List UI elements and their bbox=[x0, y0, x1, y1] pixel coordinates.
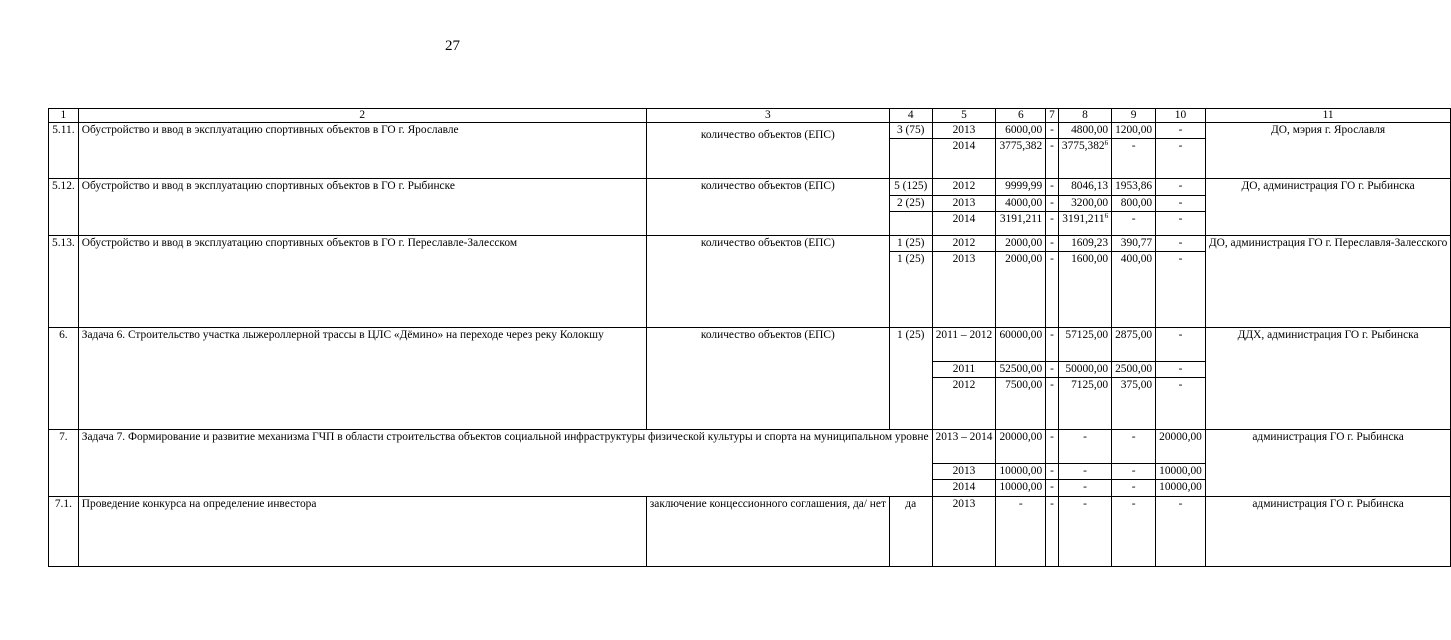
cell-value: - bbox=[1046, 464, 1059, 480]
total-amount: 2000,00 bbox=[996, 235, 1046, 251]
cell-value: - bbox=[1112, 480, 1156, 496]
cell-value: 390,77 bbox=[1112, 235, 1156, 251]
cell-value: - bbox=[1046, 362, 1059, 378]
empty-cell bbox=[889, 139, 932, 179]
cell-value: - bbox=[1156, 235, 1206, 251]
cell-value: - bbox=[1156, 123, 1206, 139]
measure-name: Задача 6. Строительство участка лыжероллерной трассы в ЦЛС «Дёмино» на переходе через реку Колокшу bbox=[78, 328, 646, 430]
year: 2013 – 2014 bbox=[932, 430, 996, 464]
year: 2013 bbox=[932, 252, 996, 328]
year: 2014 bbox=[932, 211, 996, 235]
cell-value: 50000,00 bbox=[1058, 362, 1111, 378]
executor: администрация ГО г. Рыбинска bbox=[1205, 496, 1450, 566]
cell-value: - bbox=[1156, 362, 1206, 378]
row-number: 7. bbox=[49, 430, 79, 496]
year: 2013 bbox=[932, 464, 996, 480]
year: 2013 bbox=[932, 496, 996, 566]
cell-value bbox=[1058, 139, 1111, 179]
total-amount: 7500,00 bbox=[996, 378, 1046, 430]
row-number: 7.1. bbox=[49, 496, 79, 566]
cell-value: - bbox=[1046, 195, 1059, 211]
cell-value: 800,00 bbox=[1112, 195, 1156, 211]
cell-value: - bbox=[1046, 496, 1059, 566]
cell-value: 1600,00 bbox=[1058, 252, 1111, 328]
total-amount: 6000,00 bbox=[996, 123, 1046, 139]
table-row bbox=[49, 123, 1451, 139]
cell-value: 1609,23 bbox=[1058, 235, 1111, 251]
cell-value: - bbox=[1046, 252, 1059, 328]
cell-value: - bbox=[1156, 252, 1206, 328]
year: 2012 bbox=[932, 235, 996, 251]
executor: администрация ГО г. Рыбинска bbox=[1205, 430, 1450, 496]
indicator: количество объектов (ЕПС) bbox=[646, 235, 889, 327]
row-number: 6. bbox=[49, 328, 79, 430]
indicator: заключение концессионного соглашения, да/ нет bbox=[646, 496, 889, 566]
cell-value: - bbox=[1112, 430, 1156, 464]
total-amount: 4000,00 bbox=[996, 195, 1046, 211]
target-value: 5 (125) bbox=[889, 179, 932, 195]
total-amount: 60000,00 bbox=[996, 328, 1046, 362]
total-amount: 10000,00 bbox=[996, 464, 1046, 480]
executor: ДО, администрация ГО г. Переславля-Залесского bbox=[1205, 235, 1450, 327]
cell-value: 2500,00 bbox=[1112, 362, 1156, 378]
cell-value: - bbox=[1046, 480, 1059, 496]
row-number: 5.11. bbox=[49, 123, 79, 179]
col-header: 3 bbox=[646, 109, 889, 123]
year: 2011 bbox=[932, 362, 996, 378]
total-amount: 52500,00 bbox=[996, 362, 1046, 378]
year: 2012 bbox=[932, 378, 996, 430]
header-row bbox=[49, 109, 1451, 123]
table-row bbox=[49, 179, 1451, 195]
total-amount: 10000,00 bbox=[996, 480, 1046, 496]
cell-value: 400,00 bbox=[1112, 252, 1156, 328]
program-table bbox=[48, 108, 1451, 567]
cell-value: - bbox=[1046, 328, 1059, 362]
cell-value: - bbox=[1046, 430, 1059, 464]
task-name: Задача 7. Формирование и развитие механизма ГЧП в области строительства объектов социальной инфраструктуры физической культуры и спорта на муниципальном уровне bbox=[78, 430, 932, 496]
amount-text: 3191,211 bbox=[1062, 212, 1105, 225]
executor: ДО, мэрия г. Ярославля bbox=[1205, 123, 1450, 179]
cell-value: - bbox=[1046, 211, 1059, 235]
year: 2013 bbox=[932, 195, 996, 211]
total-amount: 3775,382 bbox=[996, 139, 1046, 179]
col-header: 1 bbox=[49, 109, 79, 123]
cell-value: 3200,00 bbox=[1058, 195, 1111, 211]
year: 2014 bbox=[932, 139, 996, 179]
col-header: 4 bbox=[889, 109, 932, 123]
cell-value: 8046,13 bbox=[1058, 179, 1111, 195]
cell-value: - bbox=[1046, 123, 1059, 139]
table-row bbox=[49, 328, 1451, 362]
cell-value: 4800,00 bbox=[1058, 123, 1111, 139]
footnote-mark: 6 bbox=[1104, 139, 1109, 148]
measure-name: Обустройство и ввод в эксплуатацию спортивных объектов в ГО г. Переславле-Залесском bbox=[78, 235, 646, 327]
target-value: да bbox=[889, 496, 932, 566]
cell-value: 7125,00 bbox=[1058, 378, 1111, 430]
year: 2012 bbox=[932, 179, 996, 195]
total-amount: 9999,99 bbox=[996, 179, 1046, 195]
target-value: 1 (25) bbox=[889, 252, 932, 328]
indicator: количество объектов (ЕПС) bbox=[646, 328, 889, 430]
cell-value: - bbox=[1156, 211, 1206, 235]
col-header: 10 bbox=[1156, 109, 1206, 123]
measure-name: Обустройство и ввод в эксплуатацию спортивных объектов в ГО г. Рыбинске bbox=[78, 179, 646, 235]
target-value: 3 (75) bbox=[889, 123, 932, 139]
col-header: 9 bbox=[1112, 109, 1156, 123]
measure-name: Проведение конкурса на определение инвестора bbox=[78, 496, 646, 566]
cell-value: - bbox=[1058, 464, 1111, 480]
cell-value: - bbox=[1156, 139, 1206, 179]
indicator: количество объектов (ЕПС) bbox=[646, 179, 889, 235]
cell-value: - bbox=[1046, 235, 1059, 251]
cell-value: 1200,00 bbox=[1112, 123, 1156, 139]
total-amount: - bbox=[996, 496, 1046, 566]
amount-text: 3775,382 bbox=[1061, 140, 1105, 153]
executor: ДДХ, администрация ГО г. Рыбинска bbox=[1205, 328, 1450, 430]
cell-value: 10000,00 bbox=[1156, 480, 1206, 496]
indicator: количество объектов (ЕПС) bbox=[646, 123, 889, 179]
col-header: 8 bbox=[1058, 109, 1111, 123]
cell-value: 57125,00 bbox=[1058, 328, 1111, 362]
target-value: 1 (25) bbox=[889, 328, 932, 430]
cell-value: - bbox=[1046, 378, 1059, 430]
cell-value: - bbox=[1156, 195, 1206, 211]
empty-cell bbox=[889, 211, 932, 235]
table-row bbox=[49, 235, 1451, 251]
col-header: 7 bbox=[1046, 109, 1059, 123]
table-row bbox=[49, 430, 1451, 464]
cell-value: 2875,00 bbox=[1112, 328, 1156, 362]
cell-value: - bbox=[1058, 430, 1111, 464]
cell-value: - bbox=[1112, 464, 1156, 480]
col-header: 6 bbox=[996, 109, 1046, 123]
cell-value: 20000,00 bbox=[1156, 430, 1206, 464]
total-amount: 2000,00 bbox=[996, 252, 1046, 328]
cell-value: - bbox=[1112, 139, 1156, 179]
cell-value: - bbox=[1156, 179, 1206, 195]
cell-value: - bbox=[1156, 496, 1206, 566]
total-amount: 20000,00 bbox=[996, 430, 1046, 464]
col-header: 5 bbox=[932, 109, 996, 123]
year: 2011 – 2012 bbox=[932, 328, 996, 362]
cell-value: 375,00 bbox=[1112, 378, 1156, 430]
target-value: 2 (25) bbox=[889, 195, 932, 211]
cell-value: - bbox=[1156, 378, 1206, 430]
row-number: 5.13. bbox=[49, 235, 79, 327]
total-amount: 3191,211 bbox=[996, 211, 1046, 235]
cell-value: - bbox=[1046, 179, 1059, 195]
col-header: 2 bbox=[78, 109, 646, 123]
year: 2014 bbox=[932, 480, 996, 496]
year: 2013 bbox=[932, 123, 996, 139]
cell-value: 1953,86 bbox=[1112, 179, 1156, 195]
page-number: 27 bbox=[445, 38, 460, 54]
measure-name: Обустройство и ввод в эксплуатацию спортивных объектов в ГО г. Ярославле bbox=[78, 123, 646, 179]
cell-value: 10000,00 bbox=[1156, 464, 1206, 480]
footnote-mark: 6 bbox=[1104, 211, 1109, 220]
executor: ДО, администрация ГО г. Рыбинска bbox=[1205, 179, 1450, 235]
cell-value: - bbox=[1058, 480, 1111, 496]
cell-value: - bbox=[1058, 496, 1111, 566]
col-header: 11 bbox=[1205, 109, 1450, 123]
row-number: 5.12. bbox=[49, 179, 79, 235]
cell-value: - bbox=[1156, 328, 1206, 362]
table-row bbox=[49, 496, 1451, 566]
cell-value bbox=[1058, 211, 1111, 235]
cell-value: - bbox=[1112, 496, 1156, 566]
target-value: 1 (25) bbox=[889, 235, 932, 251]
cell-value: - bbox=[1112, 211, 1156, 235]
cell-value: - bbox=[1046, 139, 1059, 179]
